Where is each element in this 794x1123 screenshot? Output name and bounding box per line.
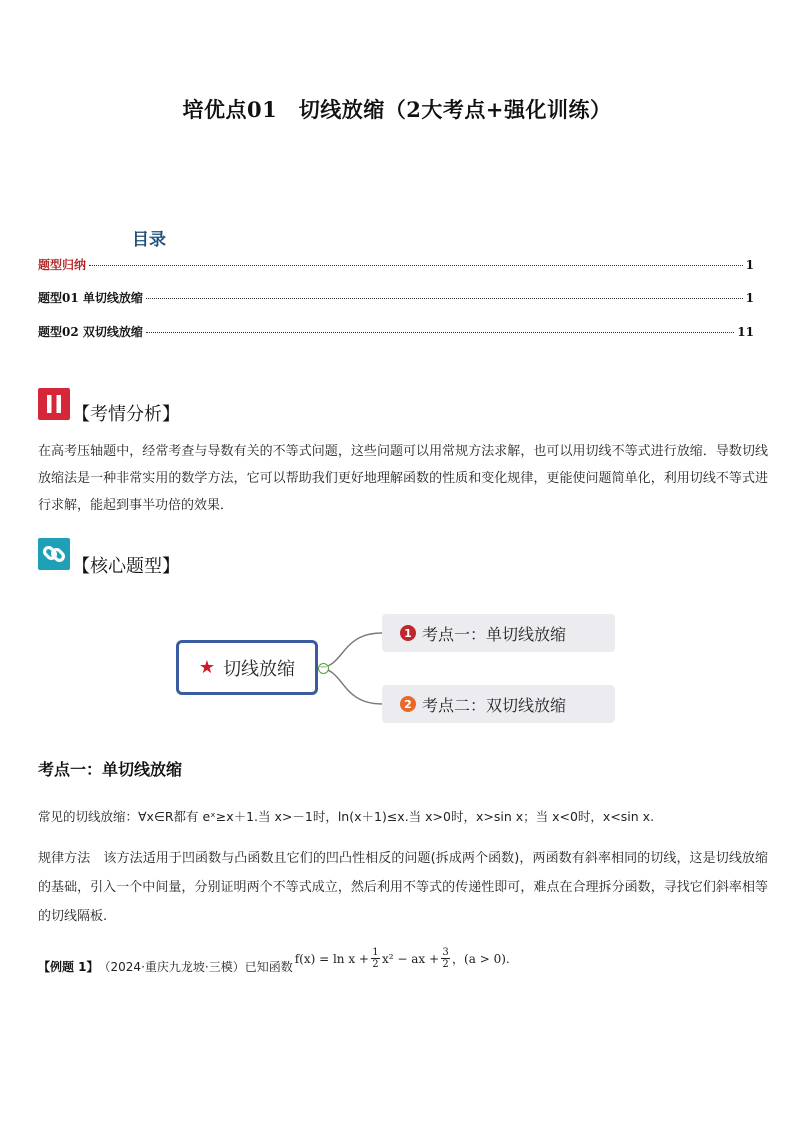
section-title-analysis: 【考情分析】 [72, 404, 180, 425]
analysis-paragraph: 在高考压轴题中，经常考查与导数有关的不等式问题，这些问题可以用常规方法求解，也可以用切线不等式进行放缩．导数切线放缩法是一种非常实用的数学方法，它可以帮助我们更好地理解函数的性质和变化规律，更能使问题简单化，利用切线不等式进行求解，能起到事半功倍的效果． [38, 444, 768, 513]
collapse-icon[interactable]: − [319, 662, 328, 673]
mindmap-branch-label: 考点一：单切线放缩 [422, 624, 567, 644]
mindmap-root[interactable] [176, 640, 318, 695]
fraction [441, 947, 450, 970]
formula-tail: . [505, 951, 510, 966]
toc-entry-page: 1 [745, 291, 754, 305]
fraction-numerator: 1 [372, 947, 379, 958]
fraction [371, 947, 380, 970]
number-badge-icon: 1 [400, 625, 416, 641]
fraction-denominator: 2 [442, 959, 449, 970]
toc-entry-page: 11 [737, 325, 754, 339]
toc-heading: 目录 [132, 230, 166, 250]
mindmap-branch-2[interactable] [382, 685, 615, 723]
example-formula [295, 947, 510, 970]
mindmap-branch-label: 考点二：双切线放缩 [422, 695, 567, 715]
toc-entry-label: 题型02 双切线放缩 [38, 325, 143, 339]
method-paragraph: 规律方法 该方法适用于凹函数与凸函数且它们的凹凸性相反的问题(拆成两个函数)，两函数有斜率相同的切线，这是切线放缩的基础，引入一个中间量，分别证明两个不等式成立，然后利用不等式的传递性即可，难点在合理拆分函数，寻找它们斜率相等的切线隔板. [38, 851, 768, 924]
common-tangent-text: 常见的切线放缩：∀x∈R都有 eˣ≥x＋1.当 x>－1时，ln(x＋1)≤x.当 x>0时，x>sin x；当 x<0时，x<sin x. [38, 809, 655, 824]
kaodian-heading: 考点一：单切线放缩 [38, 760, 183, 779]
toc-entry-label: 题型01 单切线放缩 [38, 291, 143, 305]
mindmap-branch-1[interactable] [382, 614, 615, 652]
toc-entry-page: 1 [745, 258, 754, 272]
toc-entry-label: 题型归纳 [38, 258, 87, 272]
number-badge-icon: 2 [400, 696, 416, 712]
star-icon: ★ [198, 657, 216, 678]
example-source: （2024·重庆九龙坡·三模）已知函数 [98, 960, 293, 974]
formula-part: f(x) = ln x + [294, 951, 369, 966]
mindmap-root-label: 切线放缩 [223, 658, 296, 680]
example-tag: 【例题 1】 [38, 960, 99, 974]
fraction-denominator: 2 [372, 959, 379, 970]
formula-condition: ，(a > 0) [452, 952, 506, 966]
page-title: 培优点01 切线放缩（2大考点+强化训练） [182, 97, 612, 122]
section-title-core: 【核心题型】 [72, 556, 180, 577]
example-1 [38, 947, 510, 978]
fraction-numerator: 3 [442, 947, 449, 958]
formula-part: x² − ax + [381, 951, 440, 966]
